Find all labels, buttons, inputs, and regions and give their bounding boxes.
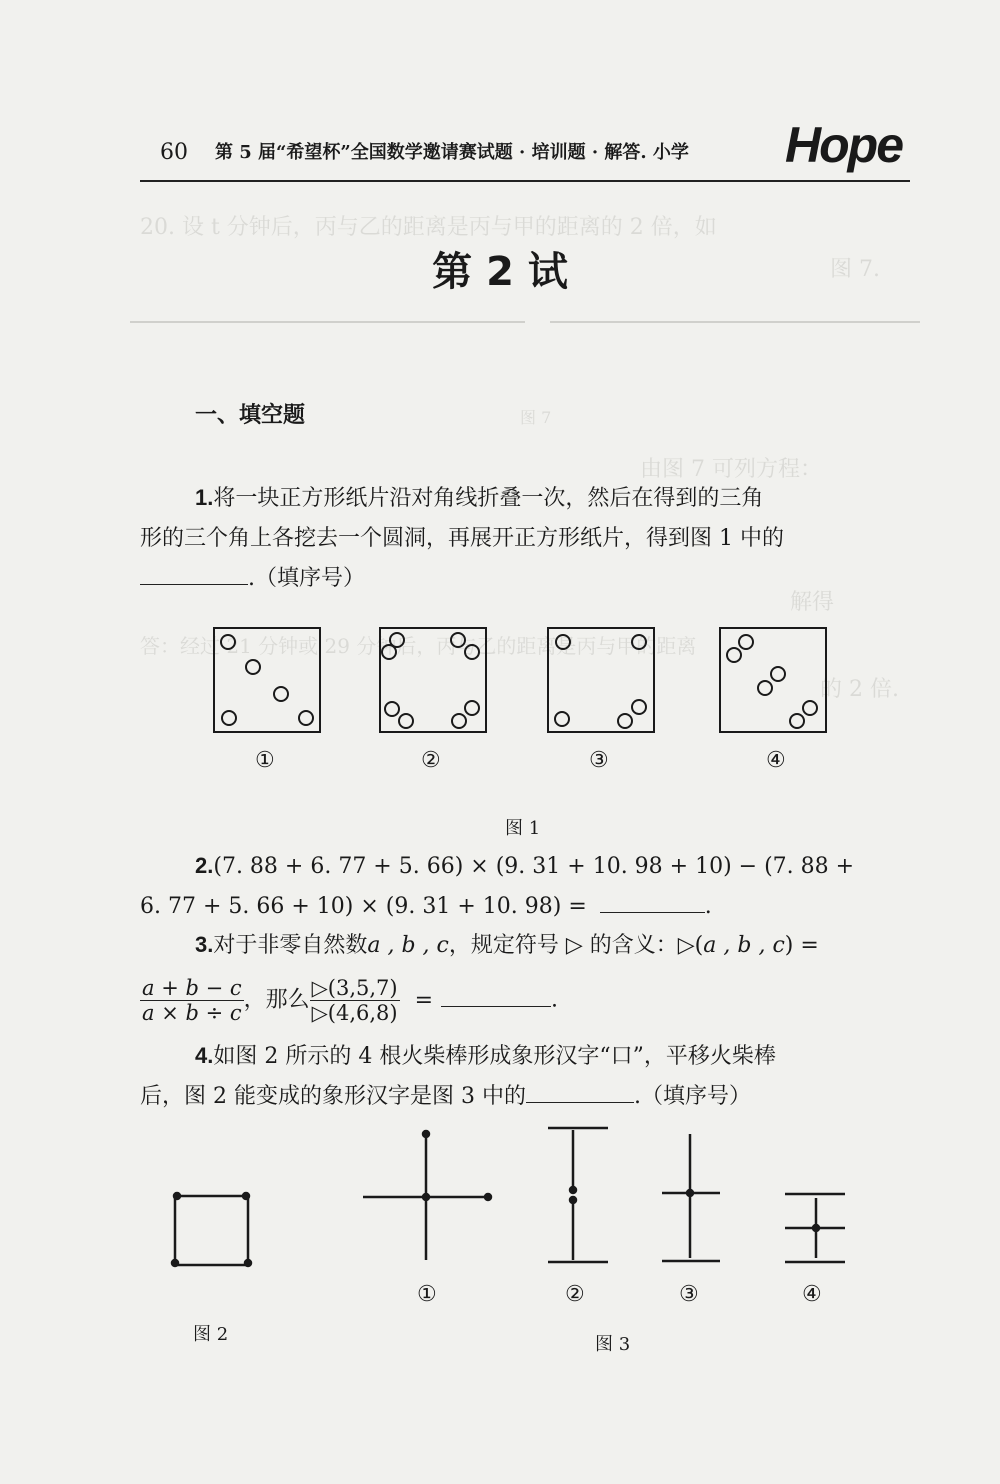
page-number: 60 (160, 140, 188, 165)
q3-line1-mid: ，规定符号 ▷ 的含义：▷( (448, 933, 704, 958)
fig3-option-1 (363, 1131, 491, 1260)
fig3-option-3 (662, 1134, 720, 1261)
fig1-label-2: ② (421, 748, 441, 773)
fig3-option-4 (785, 1194, 845, 1262)
q3-equals: = (414, 987, 434, 1013)
q3-line1-suffix: ) = (784, 933, 819, 958)
q4-number: 4. (195, 1043, 214, 1068)
q3-args: a , b , c (703, 933, 785, 958)
fig2-mouth-character (172, 1193, 251, 1266)
book-title: 第 5 届“希望杯”全国数学邀请赛试题 · 培训题 · 解答. 小学 (215, 142, 689, 163)
q3-number: 3. (195, 932, 214, 957)
question-1 (140, 478, 910, 599)
fig1-label-1: ① (255, 748, 275, 773)
q3-question-fraction (310, 976, 400, 1025)
q2-line1: (7. 88 + 6. 77 + 5. 66) × (9. 31 + 10. 98 + 10) − (7. 88 + (213, 854, 855, 879)
q3-mid-text: ，那么 (243, 987, 310, 1013)
question-4 (140, 1036, 910, 1117)
q3-line1-prefix: 对于非零自然数 (213, 933, 368, 958)
fig3-label-1: ① (417, 1282, 437, 1307)
q3-frac2-numerator: ▷(3,5,7) (311, 976, 398, 1000)
figure-1 (200, 620, 840, 750)
q2-number: 2. (195, 853, 214, 878)
q3-vars: a , b , c (367, 933, 449, 958)
q4-answer-blank[interactable] (526, 1080, 634, 1103)
question-3 (140, 925, 910, 1025)
q4-line1: 如图 2 所示的 4 根火柴棒形成象形汉字“口”，平移火柴棒 (213, 1044, 776, 1069)
q3-definition-fraction (140, 976, 244, 1025)
fig3-label-3: ③ (679, 1282, 699, 1307)
q3-frac1-denominator: a × b ÷ c (142, 1001, 242, 1025)
fig1-option-3-square (548, 628, 654, 732)
fig1-option-4-square (720, 628, 826, 732)
figure-2-caption: 图 2 (193, 1324, 229, 1345)
figure-3-caption: 图 3 (595, 1334, 631, 1355)
q4-line2-suffix: .（填序号） (633, 1084, 751, 1109)
q2-end: . (704, 894, 712, 919)
bleed-through-line-f: 答：经过 21 分钟或 29 分钟后，丙与乙的距离是丙与甲的距离 (140, 634, 697, 658)
fig1-label-4: ④ (766, 748, 786, 773)
q1-line1: 将一块正方形纸片沿对角线折叠一次，然后在得到的三角 (213, 486, 764, 511)
fig1-option-1-square (214, 628, 320, 732)
q3-frac2-denominator: ▷(4,6,8) (311, 1001, 398, 1025)
fig3-label-4: ④ (802, 1282, 822, 1307)
q3-answer-blank[interactable] (441, 984, 551, 1007)
bleed-through-line-e: 解得 (790, 590, 835, 615)
page-header (140, 117, 910, 184)
q1-number: 1. (195, 485, 214, 510)
bleed-through-line-c: 图 7 (520, 408, 552, 427)
q1-line3: .（填序号） (248, 566, 365, 591)
q1-line2: 形的三个角上各挖去一个圆洞，再展开正方形纸片，得到图 1 中的 (140, 526, 784, 551)
figure-1-caption: 图 1 (505, 818, 541, 839)
bleed-through-line-a: 20. 设 t 分钟后，丙与乙的距离是丙与甲的距离的 2 倍，如 (140, 215, 717, 240)
q2-answer-blank[interactable] (600, 890, 705, 913)
section-title: 一、填空题 (195, 403, 306, 428)
q3-frac1-numerator: a + b − c (142, 976, 242, 1000)
q1-answer-blank[interactable] (140, 562, 248, 585)
fig3-label-2: ② (565, 1282, 585, 1307)
test-title: 第 2 试 (432, 249, 568, 295)
bleed-through-line-g: 的 2 倍. (820, 677, 899, 702)
fig1-label-3: ③ (589, 748, 609, 773)
q4-line2-prefix: 后，图 2 能变成的象形汉字是图 3 中的 (140, 1084, 526, 1109)
bleed-through-line-d: 由图 7 可列方程： (640, 457, 822, 482)
bleed-through-number-line (130, 316, 920, 346)
q3-end: . (551, 987, 559, 1013)
header-rule (140, 180, 910, 182)
fig3-option-2 (548, 1128, 608, 1262)
bleed-through-line-b: 图 7. (830, 257, 880, 282)
hope-logo: Hope (785, 117, 902, 173)
q2-line2: 6. 77 + 5. 66 + 10) × (9. 31 + 10. 98) = (140, 894, 587, 919)
fig1-option-2-square (380, 628, 486, 732)
figure-2-and-3 (160, 1120, 860, 1280)
question-2 (140, 846, 910, 927)
